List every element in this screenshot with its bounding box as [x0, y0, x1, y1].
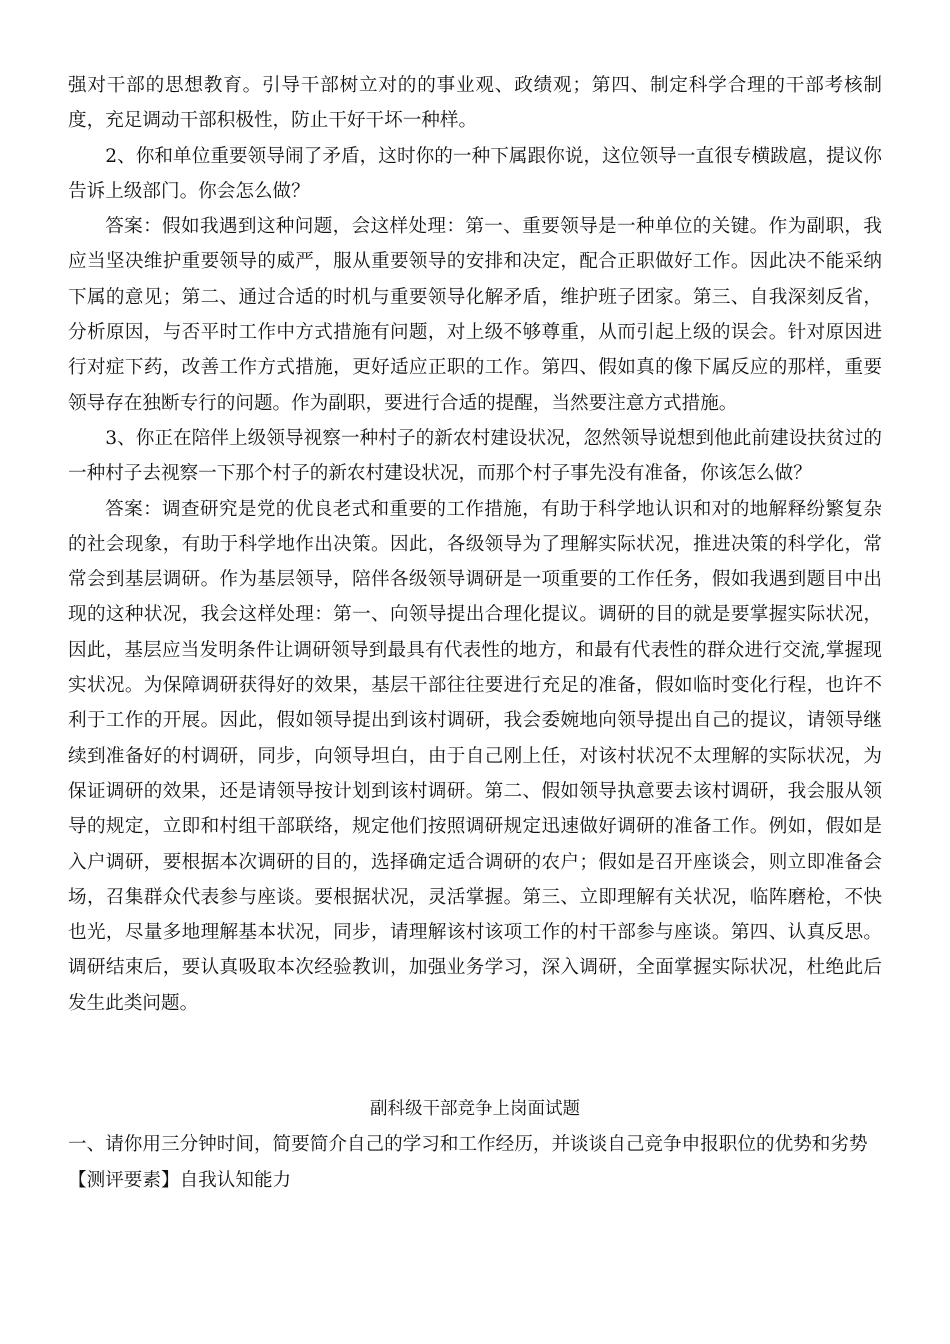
section-title: 副科级干部竞争上岗面试题: [370, 1099, 580, 1120]
answer-3: 答案：调查研究是党的优良老式和重要的工作措施，有助于科学地认识和对的地解释纷繁复杂的社会现象，有助于科学地作出决策。因此，各级领导为了理解实际状况，推进决策的科学化，常常会到基层调研。作为基层领导，陪伴各级领导调研是一项重要的工作任务，假如我遇到题目中出现的这种状况，我会这样处理：第一、向领导提出合理化提议。调研的目的就是要掌握实际状况，因此，基层应当发明条件让调研领导到最具有代表性的地方，和最有代表性的群众进行交流,掌握现实状况。为保障调研获得好的效果，基层干部往往要进行充足的准备，假如临时变化行程，也许不利于工作的开展。因此，假如领导提出到该村调研，我会委婉地向领导提出自己的提议，请领导继续到准备好的村调研，同步，向领导坦白，由于自己刚上任，对该村状况不太理解的实际状况，为保证调研的效果，还是请领导按计划到该村调研。第二、假如领导执意要去该村调研，我会服从领导的规定，立即和村组干部联络，规定他们按照调研规定迅速做好调研的准备工作。例如，假如是入户调研，要根据本次调研的目的，选择确定适合调研的农户；假如是召开座谈会，则立即准备会场，召集群众代表参与座谈。要根据状况，灵活掌握。第三、立即理解有关状况，临阵磨枪，不快也光，尽量多地理解基本状况，同步，请理解该村该项工作的村干部参与座谈。第四、认真反思。调研结束后，要认真吸取本次经验教训，加强业务学习，深入调研，全面掌握实际状况，杜绝此后发生此类问题。: [68, 498, 882, 1014]
evaluation-criteria: 【测评要素】自我认知能力: [68, 1169, 292, 1191]
document-page: [68, 68, 882, 1198]
question-3: 3、你正在陪伴上级领导视察一种村子的新农村建设状况，忽然领导说想到他此前建设扶贫过的一种村子去视察一下那个村子的新农村建设状况，而那个村子事先没有准备，你该怎么做？: [68, 427, 882, 485]
paragraph-continuation: 强对干部的思想教育。引导干部树立对的的事业观、政绩观；第四、制定科学合理的干部考核制度，充足调动干部积极性，防止干好干坏一种样。: [68, 75, 882, 132]
section-question-1: 一、请你用三分钟时间，简要简介自己的学习和工作经历，并谈谈自己竞争申报职位的优势和劣势: [68, 1134, 868, 1156]
answer-2: 答案：假如我遇到这种问题，会这样处理：第一、重要领导是一种单位的关键。作为副职，我应当坚决维护重要领导的威严，服从重要领导的安排和决定，配合正职做好工作。因此决不能采纳下属的意见；第二、通过合适的时机与重要领导化解矛盾，维护班子团家。第三、自我深刻反省，分析原因，与否平时工作中方式措施有问题，对上级不够尊重，从而引起上级的误会。针对原因进行对症下药，改善工作方式措施，更好适应正职的工作。第四、假如真的像下属反应的那样，重要领导存在独断专行的问题。作为副职，要进行合适的提醒，当然要注意方式措施。: [68, 216, 882, 414]
question-2: 2、你和单位重要领导闹了矛盾，这时你的一种下属跟你说，这位领导一直很专横跋扈，提议你告诉上级部门。你会怎么做？: [68, 145, 882, 202]
section-spacer: [68, 1021, 882, 1092]
